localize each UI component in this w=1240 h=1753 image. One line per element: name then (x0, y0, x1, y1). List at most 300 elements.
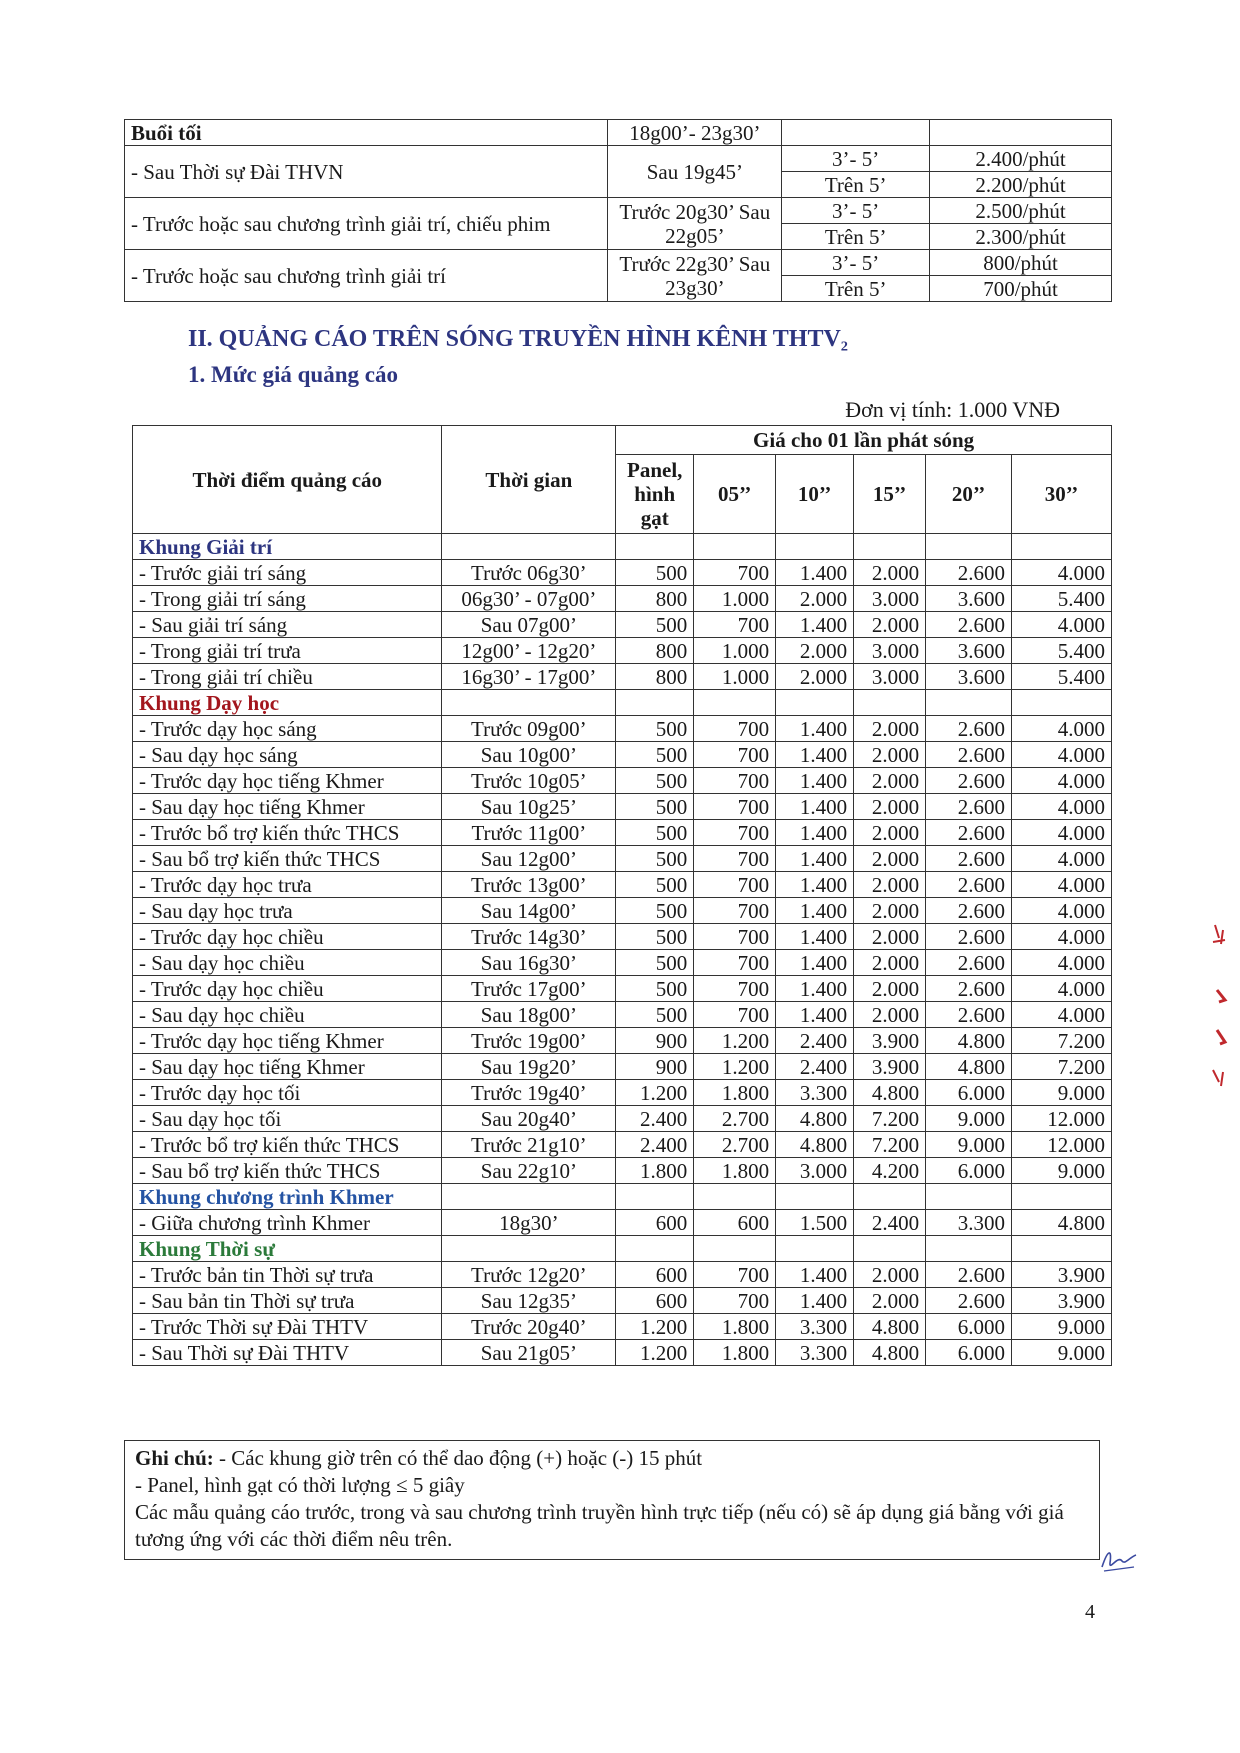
price-cell: 800 (616, 664, 694, 690)
empty-cell (694, 1236, 776, 1262)
price-cell: 3.300 (776, 1340, 854, 1366)
slot-name: - Sau dạy học tối (133, 1106, 442, 1132)
slot-name: - Sau dạy học tiếng Khmer (133, 1054, 442, 1080)
slot-name: - Trong giải trí trưa (133, 638, 442, 664)
price-cell: 9.000 (1012, 1314, 1112, 1340)
empty-cell (776, 534, 854, 560)
price-cell: 3.900 (1012, 1288, 1112, 1314)
evening-price: 2.400/phút (930, 146, 1112, 172)
price-cell: 500 (616, 794, 694, 820)
price-cell: 1.400 (776, 976, 854, 1002)
slot-time: Sau 20g40’ (442, 1106, 616, 1132)
empty-cell (616, 1236, 694, 1262)
table-row (133, 1288, 1112, 1314)
price-cell: 2.000 (854, 976, 926, 1002)
price-cell: 1.400 (776, 846, 854, 872)
price-cell: 3.900 (854, 1054, 926, 1080)
price-cell: 2.600 (926, 1002, 1012, 1028)
price-cell: 5.400 (1012, 664, 1112, 690)
price-cell: 2.000 (854, 1262, 926, 1288)
group-title: Khung Thời sự (133, 1236, 442, 1262)
price-cell: 1.400 (776, 794, 854, 820)
price-cell: 3.600 (926, 586, 1012, 612)
price-cell: 1.400 (776, 560, 854, 586)
price-cell: 1.400 (776, 612, 854, 638)
empty-cell (776, 1236, 854, 1262)
empty-cell (926, 690, 1012, 716)
table-row (133, 794, 1112, 820)
price-cell: 700 (694, 950, 776, 976)
table-row (133, 1314, 1112, 1340)
evening-duration: Trên 5’ (782, 224, 930, 250)
slot-time: Trước 14g30’ (442, 924, 616, 950)
slot-name: - Trong giải trí chiều (133, 664, 442, 690)
price-cell: 7.200 (1012, 1028, 1112, 1054)
price-cell: 1.800 (694, 1314, 776, 1340)
price-cell: 2.000 (776, 638, 854, 664)
price-cell: 1.200 (694, 1054, 776, 1080)
slot-time: Trước 11g00’ (442, 820, 616, 846)
signature-icon (1098, 1545, 1138, 1575)
price-cell: 4.800 (926, 1054, 1012, 1080)
empty-cell (926, 1236, 1012, 1262)
price-cell: 1.400 (776, 768, 854, 794)
table-row (133, 560, 1112, 586)
price-cell: 1.800 (616, 1158, 694, 1184)
price-cell: 700 (694, 846, 776, 872)
evening-row (125, 250, 1112, 276)
group-title: Khung Giải trí (133, 534, 442, 560)
price-cell: 2.600 (926, 794, 1012, 820)
slot-name: - Trước dạy học chiều (133, 924, 442, 950)
evening-group-row (125, 120, 1112, 146)
slot-time: Trước 20g40’ (442, 1314, 616, 1340)
slot-time: Sau 19g20’ (442, 1054, 616, 1080)
empty-cell (1012, 534, 1112, 560)
price-cell: 2.000 (854, 872, 926, 898)
price-cell: 6.000 (926, 1314, 1012, 1340)
price-cell: 9.000 (1012, 1158, 1112, 1184)
table-row (133, 1158, 1112, 1184)
price-cell: 2.000 (854, 1288, 926, 1314)
price-cell: 4.000 (1012, 768, 1112, 794)
slot-name: - Sau bổ trợ kiến thức THCS (133, 1158, 442, 1184)
empty-cell (442, 534, 616, 560)
price-cell: 2.000 (776, 586, 854, 612)
price-cell: 2.000 (854, 950, 926, 976)
price-cell: 1.200 (616, 1080, 694, 1106)
price-cell: 1.000 (694, 664, 776, 690)
price-cell: 2.000 (854, 560, 926, 586)
table-row (133, 1210, 1112, 1236)
empty-cell (854, 690, 926, 716)
price-cell: 2.000 (854, 820, 926, 846)
slot-time: Trước 19g40’ (442, 1080, 616, 1106)
price-cell: 2.700 (694, 1132, 776, 1158)
evening-price-table (124, 119, 1112, 302)
price-cell: 4.000 (1012, 846, 1112, 872)
price-cell: 500 (616, 872, 694, 898)
table-row (133, 898, 1112, 924)
price-cell: 4.000 (1012, 716, 1112, 742)
price-cell: 1.800 (694, 1340, 776, 1366)
price-cell: 4.000 (1012, 872, 1112, 898)
price-cell: 500 (616, 950, 694, 976)
slot-name: - Giữa chương trình Khmer (133, 1210, 442, 1236)
price-cell: 700 (694, 1002, 776, 1028)
slot-name: - Sau dạy học chiều (133, 950, 442, 976)
price-cell: 3.000 (854, 638, 926, 664)
slot-name: - Trước dạy học chiều (133, 976, 442, 1002)
evening-slot-name: - Sau Thời sự Đài THVN (125, 146, 608, 198)
table-row (133, 638, 1112, 664)
price-cell: 4.800 (926, 1028, 1012, 1054)
slot-time: Sau 18g00’ (442, 1002, 616, 1028)
header-duration: 30’’ (1012, 455, 1112, 534)
price-cell: 700 (694, 976, 776, 1002)
slot-name: - Sau Thời sự Đài THTV (133, 1340, 442, 1366)
header-time: Thời gian (442, 426, 616, 534)
evening-row (125, 198, 1112, 224)
price-cell: 700 (694, 560, 776, 586)
price-cell: 2.600 (926, 742, 1012, 768)
price-cell: 3.900 (1012, 1262, 1112, 1288)
price-cell: 3.300 (776, 1314, 854, 1340)
group-row (133, 534, 1112, 560)
price-cell: 500 (616, 924, 694, 950)
price-cell: 2.600 (926, 560, 1012, 586)
price-cell: 2.400 (616, 1132, 694, 1158)
empty-cell (926, 1184, 1012, 1210)
price-cell: 4.000 (1012, 898, 1112, 924)
notes-line-3: Các mẫu quảng cáo trước, trong và sau chương trình truyền hình trực tiếp (nếu có) sẽ áp dụng giá bằng với giá tương ứng với các thời điểm nêu trên. (135, 1500, 1064, 1551)
price-cell: 7.200 (1012, 1054, 1112, 1080)
evening-slot-name: - Trước hoặc sau chương trình giải trí (125, 250, 608, 302)
slot-name: - Sau bản tin Thời sự trưa (133, 1288, 442, 1314)
price-cell: 500 (616, 820, 694, 846)
slot-time: Sau 07g00’ (442, 612, 616, 638)
slot-name: - Sau dạy học tiếng Khmer (133, 794, 442, 820)
table-row (133, 1054, 1112, 1080)
price-cell: 500 (616, 846, 694, 872)
group-row (133, 1236, 1112, 1262)
price-cell: 2.400 (616, 1106, 694, 1132)
price-cell: 1.200 (616, 1340, 694, 1366)
price-cell: 2.000 (854, 846, 926, 872)
price-cell: 9.000 (926, 1132, 1012, 1158)
empty-cell (442, 690, 616, 716)
price-cell: 6.000 (926, 1340, 1012, 1366)
group-row (133, 1184, 1112, 1210)
evening-price: 700/phút (930, 276, 1112, 302)
evening-slot-time: Trước 22g30’ Sau 23g30’ (608, 250, 782, 302)
slot-time: Sau 10g00’ (442, 742, 616, 768)
evening-duration: Trên 5’ (782, 276, 930, 302)
table-row (133, 612, 1112, 638)
evening-group-label: Buổi tối (125, 120, 608, 146)
unit-note: Đơn vị tính: 1.000 VNĐ (845, 397, 1060, 422)
header-price-group: Giá cho 01 lần phát sóng (616, 426, 1112, 455)
empty-cell (1012, 690, 1112, 716)
empty-cell (616, 1184, 694, 1210)
slot-time: Trước 19g00’ (442, 1028, 616, 1054)
price-cell: 2.600 (926, 612, 1012, 638)
price-cell: 4.000 (1012, 950, 1112, 976)
price-cell: 600 (616, 1262, 694, 1288)
empty-cell (694, 690, 776, 716)
price-cell: 4.000 (1012, 1002, 1112, 1028)
slot-name: - Trước giải trí sáng (133, 560, 442, 586)
price-cell: 800 (616, 638, 694, 664)
price-cell: 600 (616, 1288, 694, 1314)
price-cell: 3.600 (926, 664, 1012, 690)
header-slot: Thời điểm quảng cáo (133, 426, 442, 534)
price-cell: 500 (616, 560, 694, 586)
table-row (133, 716, 1112, 742)
price-cell: 7.200 (854, 1132, 926, 1158)
group-title: Khung chương trình Khmer (133, 1184, 442, 1210)
evening-slot-time: Sau 19g45’ (608, 146, 782, 198)
slot-time: Trước 21g10’ (442, 1132, 616, 1158)
price-cell: 2.400 (776, 1028, 854, 1054)
notes-line-2: - Panel, hình gạt có thời lượng ≤ 5 giây (135, 1473, 465, 1497)
price-cell: 2.600 (926, 898, 1012, 924)
price-cell: 5.400 (1012, 586, 1112, 612)
evening-slot-name: - Trước hoặc sau chương trình giải trí, chiếu phim (125, 198, 608, 250)
empty-cell (854, 1236, 926, 1262)
price-cell: 1.400 (776, 924, 854, 950)
price-cell: 1.400 (776, 898, 854, 924)
price-cell: 3.000 (776, 1158, 854, 1184)
slot-time: Sau 10g25’ (442, 794, 616, 820)
evening-duration: 3’- 5’ (782, 198, 930, 224)
slot-time: Sau 22g10’ (442, 1158, 616, 1184)
slot-time: Sau 12g35’ (442, 1288, 616, 1314)
price-cell: 600 (616, 1210, 694, 1236)
section-heading: II. QUẢNG CÁO TRÊN SÓNG TRUYỀN HÌNH KÊNH THTV₂ (188, 326, 848, 352)
price-cell: 4.800 (854, 1080, 926, 1106)
table-row (133, 924, 1112, 950)
price-cell: 4.000 (1012, 742, 1112, 768)
price-cell: 2.600 (926, 820, 1012, 846)
price-cell: 4.800 (776, 1106, 854, 1132)
price-cell: 1.400 (776, 950, 854, 976)
price-cell: 500 (616, 768, 694, 794)
evening-group-time: 18g00’- 23g30’ (608, 120, 782, 146)
price-cell: 1.400 (776, 716, 854, 742)
slot-time: Trước 12g20’ (442, 1262, 616, 1288)
table-row (133, 1262, 1112, 1288)
empty-cell (616, 534, 694, 560)
table-row (133, 976, 1112, 1002)
slot-name: - Trước dạy học tiếng Khmer (133, 768, 442, 794)
notes-label: Ghi chú: (135, 1446, 214, 1470)
price-cell: 600 (694, 1210, 776, 1236)
empty-cell (442, 1236, 616, 1262)
price-cell: 1.200 (694, 1028, 776, 1054)
evening-row (125, 146, 1112, 172)
price-cell: 500 (616, 716, 694, 742)
price-cell: 4.000 (1012, 794, 1112, 820)
evening-price: 800/phút (930, 250, 1112, 276)
price-cell: 1.400 (776, 1002, 854, 1028)
price-cell: 2.000 (854, 716, 926, 742)
price-cell: 9.000 (1012, 1080, 1112, 1106)
price-cell: 3.000 (854, 664, 926, 690)
slot-name: - Sau bổ trợ kiến thức THCS (133, 846, 442, 872)
header-duration: 05’’ (694, 455, 776, 534)
price-cell: 700 (694, 924, 776, 950)
price-cell: 4.000 (1012, 924, 1112, 950)
price-cell: 2.600 (926, 716, 1012, 742)
slot-name: - Trước dạy học tiếng Khmer (133, 1028, 442, 1054)
price-cell: 4.000 (1012, 612, 1112, 638)
page-number: 4 (1085, 1601, 1095, 1623)
table-row (133, 664, 1112, 690)
slot-time: 18g30’ (442, 1210, 616, 1236)
header-duration: 15’’ (854, 455, 926, 534)
stamp-fragment-icon (1205, 920, 1235, 1100)
empty-cell (776, 690, 854, 716)
price-cell: 5.400 (1012, 638, 1112, 664)
price-cell: 4.800 (776, 1132, 854, 1158)
price-cell: 2.000 (776, 664, 854, 690)
table-row (133, 1028, 1112, 1054)
evening-duration: 3’- 5’ (782, 146, 930, 172)
evening-price: 2.200/phút (930, 172, 1112, 198)
price-cell: 4.000 (1012, 820, 1112, 846)
slot-time: Trước 17g00’ (442, 976, 616, 1002)
price-cell: 2.000 (854, 768, 926, 794)
price-cell: 700 (694, 1262, 776, 1288)
table-row (133, 1340, 1112, 1366)
slot-time: 16g30’ - 17g00’ (442, 664, 616, 690)
slot-name: - Sau dạy học sáng (133, 742, 442, 768)
table-row (133, 586, 1112, 612)
slot-time: Sau 12g00’ (442, 846, 616, 872)
price-cell: 2.600 (926, 768, 1012, 794)
price-cell: 1.000 (694, 586, 776, 612)
empty-cell (854, 534, 926, 560)
empty-cell (1012, 1236, 1112, 1262)
price-cell: 3.000 (854, 586, 926, 612)
price-cell: 700 (694, 768, 776, 794)
empty-cell (616, 690, 694, 716)
table-row (133, 1106, 1112, 1132)
evening-price: 2.300/phút (930, 224, 1112, 250)
price-cell: 500 (616, 1002, 694, 1028)
evening-duration: Trên 5’ (782, 172, 930, 198)
empty-cell (694, 534, 776, 560)
table-row (133, 768, 1112, 794)
price-cell: 2.600 (926, 976, 1012, 1002)
slot-time: 12g00’ - 12g20’ (442, 638, 616, 664)
slot-time: Trước 13g00’ (442, 872, 616, 898)
header-duration: 20’’ (926, 455, 1012, 534)
price-cell: 2.000 (854, 794, 926, 820)
slot-name: - Trước dạy học trưa (133, 872, 442, 898)
price-cell: 4.200 (854, 1158, 926, 1184)
price-cell: 700 (694, 716, 776, 742)
price-cell: 1.800 (694, 1080, 776, 1106)
thtv2-price-table (132, 425, 1112, 1366)
slot-time: Trước 10g05’ (442, 768, 616, 794)
slot-time: Trước 09g00’ (442, 716, 616, 742)
price-cell: 500 (616, 612, 694, 638)
slot-name: - Trước dạy học sáng (133, 716, 442, 742)
slot-name: - Sau giải trí sáng (133, 612, 442, 638)
price-cell: 6.000 (926, 1158, 1012, 1184)
price-cell: 3.300 (926, 1210, 1012, 1236)
header-panel: Panel, hình gạt (616, 455, 694, 534)
price-cell: 1.500 (776, 1210, 854, 1236)
table-row (133, 950, 1112, 976)
price-cell: 12.000 (1012, 1106, 1112, 1132)
slot-name: - Sau dạy học trưa (133, 898, 442, 924)
empty-cell (782, 120, 930, 146)
price-cell: 700 (694, 872, 776, 898)
price-cell: 2.400 (854, 1210, 926, 1236)
price-cell: 6.000 (926, 1080, 1012, 1106)
price-cell: 2.600 (926, 1288, 1012, 1314)
empty-cell (694, 1184, 776, 1210)
price-cell: 2.000 (854, 612, 926, 638)
group-title: Khung Dạy học (133, 690, 442, 716)
slot-time: Sau 16g30’ (442, 950, 616, 976)
empty-cell (1012, 1184, 1112, 1210)
price-cell: 1.400 (776, 820, 854, 846)
notes-line-1 (135, 1445, 1089, 1472)
price-cell: 3.600 (926, 638, 1012, 664)
price-cell: 2.000 (854, 924, 926, 950)
slot-name: - Trước bổ trợ kiến thức THCS (133, 1132, 442, 1158)
price-cell: 7.200 (854, 1106, 926, 1132)
price-cell: 1.400 (776, 1262, 854, 1288)
price-cell: 2.600 (926, 924, 1012, 950)
evening-slot-time: Trước 20g30’ Sau 22g05’ (608, 198, 782, 250)
price-cell: 1.000 (694, 638, 776, 664)
empty-cell (930, 120, 1112, 146)
slot-time: Sau 21g05’ (442, 1340, 616, 1366)
price-cell: 1.800 (694, 1158, 776, 1184)
price-cell: 500 (616, 976, 694, 1002)
price-cell: 3.900 (854, 1028, 926, 1054)
price-cell: 4.000 (1012, 976, 1112, 1002)
price-cell: 800 (616, 586, 694, 612)
table-row (133, 1132, 1112, 1158)
price-cell: 1.400 (776, 1288, 854, 1314)
slot-time: Trước 06g30’ (442, 560, 616, 586)
price-cell: 700 (694, 898, 776, 924)
price-cell: 2.600 (926, 846, 1012, 872)
price-cell: 2.000 (854, 742, 926, 768)
table-row (133, 1080, 1112, 1106)
group-row (133, 690, 1112, 716)
evening-duration: 3’- 5’ (782, 250, 930, 276)
table-row (133, 1002, 1112, 1028)
slot-name: - Trước Thời sự Đài THTV (133, 1314, 442, 1340)
price-cell: 4.800 (854, 1314, 926, 1340)
empty-cell (442, 1184, 616, 1210)
price-cell: 700 (694, 794, 776, 820)
slot-name: - Trong giải trí sáng (133, 586, 442, 612)
price-cell: 2.000 (854, 898, 926, 924)
price-cell: 700 (694, 820, 776, 846)
slot-time: 06g30’ - 07g00’ (442, 586, 616, 612)
evening-price: 2.500/phút (930, 198, 1112, 224)
price-cell: 1.400 (776, 872, 854, 898)
price-cell: 1.400 (776, 742, 854, 768)
